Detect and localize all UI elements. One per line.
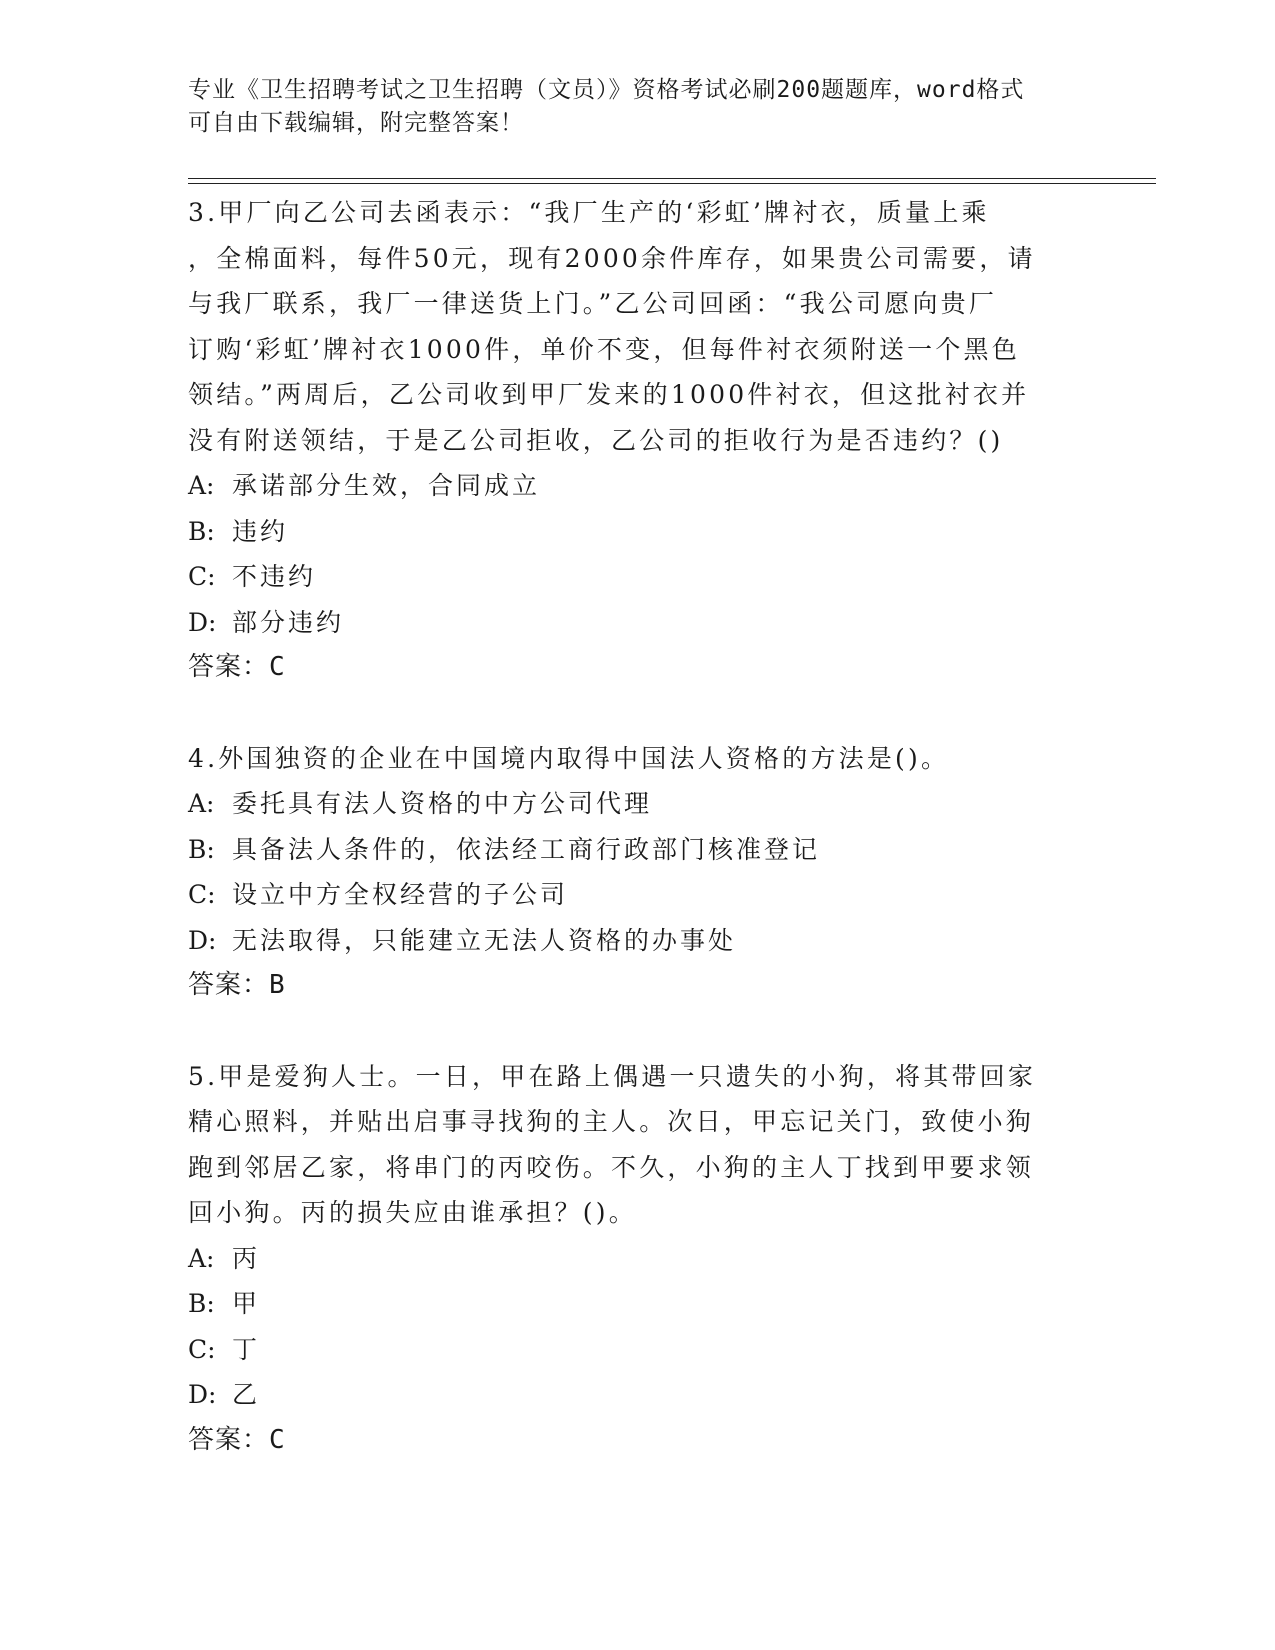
option-letter: A:: [188, 1243, 215, 1273]
question-spacer: [188, 691, 1088, 736]
option-letter: D:: [188, 925, 217, 955]
question-text-line: 回小狗。丙的损失应由谁承担？()。: [188, 1198, 637, 1227]
option-c: [188, 554, 1088, 600]
answer-line: 答案：C: [188, 1424, 286, 1455]
option-letter: B:: [188, 1289, 215, 1318]
question-text-line: 领结。”两周后，乙公司收到甲厂发来的1000件衬衣，但这批衬衣并: [188, 380, 1030, 409]
option-letter: D:: [188, 1380, 217, 1409]
option-text: 不违约: [232, 562, 317, 591]
option-a: [188, 463, 1088, 509]
option-letter: A:: [188, 789, 215, 818]
option-letter: D:: [188, 607, 217, 637]
option-text: 无法取得，只能建立无法人资格的办事处: [232, 925, 737, 955]
question-5: [188, 1054, 1088, 1464]
option-text: 设立中方全权经营的子公司: [232, 880, 569, 909]
option-text: 甲: [232, 1289, 261, 1318]
question-4: [188, 736, 1088, 1009]
question-text-line: 订购‘彩虹’牌衬衣1000件，单价不变，但每件衬衣须附送一个黑色: [188, 334, 1020, 364]
option-text: 承诺部分生效，合同成立: [232, 471, 541, 500]
option-text: 乙: [232, 1380, 261, 1409]
option-a: [188, 781, 1088, 827]
question-text-line: 与我厂联系，我厂一律送货上门。”乙公司回函：“我公司愿向贵厂: [188, 289, 998, 318]
option-letter: B:: [188, 516, 215, 546]
answer-line: 答案：C: [188, 652, 286, 682]
option-letter: C:: [188, 1334, 216, 1364]
option-text: 委托具有法人资格的中方公司代理: [232, 789, 653, 818]
option-d: [188, 918, 1088, 964]
question-3: [188, 190, 1088, 691]
question-text-line: 4.外国独资的企业在中国境内取得中国法人资格的方法是()。: [188, 743, 950, 773]
option-text: 丁: [232, 1334, 261, 1364]
question-text-line: ，全棉面料，每件50元，现有2000余件库存，如果贵公司需要，请: [188, 243, 1036, 273]
question-text-line: 5.甲是爱狗人士。一日，甲在路上偶遇一只遗失的小狗，将其带回家: [188, 1061, 1037, 1091]
option-b: [188, 509, 1088, 555]
option-a: [188, 1236, 1088, 1282]
option-letter: A:: [188, 471, 215, 500]
answer-line: 答案：B: [188, 970, 286, 1000]
question-list: [188, 190, 1088, 1463]
header-divider-top: [188, 178, 1156, 179]
option-text: 部分违约: [232, 607, 345, 637]
option-c: [188, 872, 1088, 918]
option-letter: C:: [188, 880, 216, 909]
header-line-2: 可自由下载编辑，附完整答案！: [188, 110, 524, 136]
option-letter: B:: [188, 834, 215, 864]
option-text: 具备法人条件的，依法经工商行政部门核准登记: [232, 834, 821, 864]
option-b: [188, 1281, 1088, 1327]
header-divider-bottom: [188, 183, 1156, 184]
option-text: 违约: [232, 516, 289, 546]
question-spacer: [188, 1009, 1088, 1054]
question-text-line: 没有附送领结，于是乙公司拒收，乙公司的拒收行为是否违约？(): [188, 425, 1004, 455]
option-c: [188, 1327, 1088, 1373]
option-d: [188, 600, 1088, 646]
option-text: 丙: [232, 1243, 261, 1273]
header-line-1: 专业《卫生招聘考试之卫生招聘（文员）》资格考试必刷200题题库，word格式: [188, 77, 1025, 103]
question-text-line: 精心照料，并贴出启事寻找狗的主人。次日，甲忘记关门，致使小狗: [188, 1107, 1035, 1136]
document-header: [188, 74, 1068, 140]
question-text-line: 3.甲厂向乙公司去函表示：“我厂生产的‘彩虹’牌衬衣，质量上乘: [188, 198, 990, 227]
question-text-line: 跑到邻居乙家，将串门的丙咬伤。不久，小狗的主人丁找到甲要求领: [188, 1152, 1035, 1182]
option-letter: C:: [188, 562, 216, 591]
option-d: [188, 1372, 1088, 1418]
option-b: [188, 827, 1088, 873]
